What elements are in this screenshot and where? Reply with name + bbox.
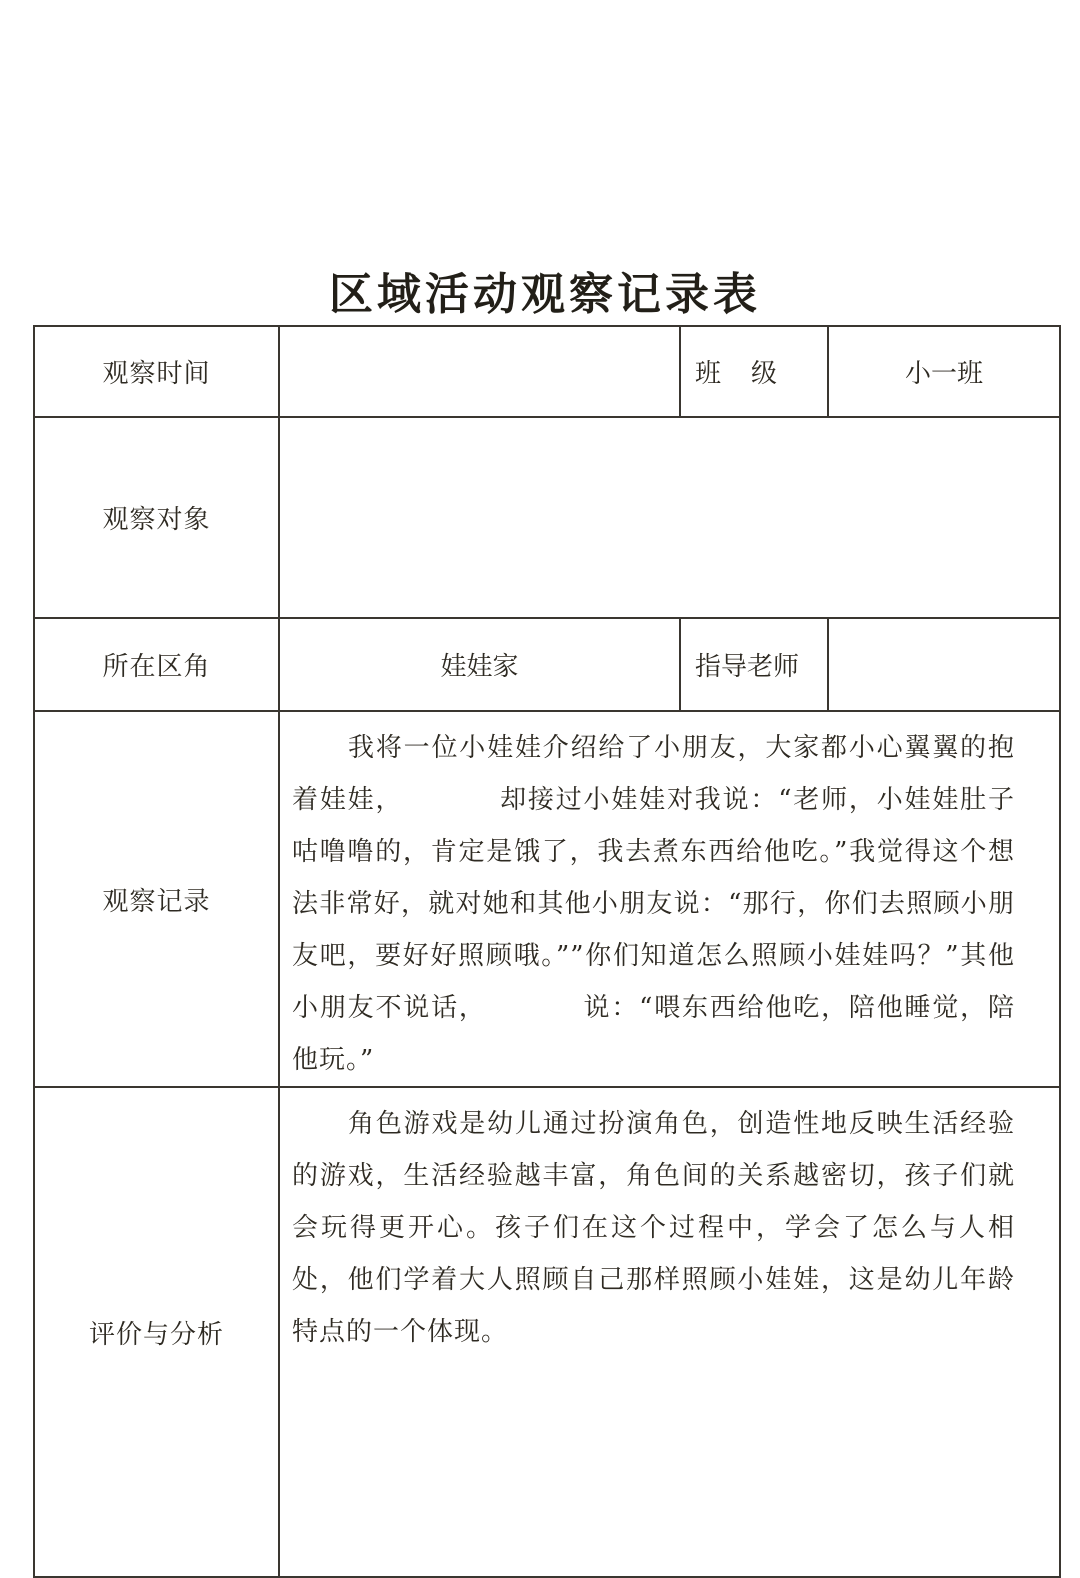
observation-record-text: [280, 712, 1059, 1086]
observation-record-label: 观察记录: [34, 711, 279, 1087]
class-value[interactable]: 小一班: [828, 326, 1060, 417]
class-label: [680, 326, 828, 417]
evaluation-analysis-text: 角色游戏是幼儿通过扮演角色，创造性地反映生活经验的游戏，生活经验越丰富，角色间的关系越密切，孩子们就会玩得更开心。孩子们在这个过程中，学会了怎么与人相处，他们学着大人照顾自己那样照顾小娃娃，这是幼儿年龄特点的一个体现。: [292, 1109, 1015, 1347]
observation-time-value[interactable]: [279, 326, 680, 417]
class-label-part2: 级: [751, 359, 778, 389]
teacher-value[interactable]: [828, 618, 1060, 711]
row-evaluation-analysis: [34, 1087, 1060, 1577]
observation-form-table: [33, 325, 1061, 1578]
record-text-part3: 说：“喂东西给他吃，陪他睡觉，陪他玩。”: [292, 993, 1015, 1075]
class-label-part1: 班: [695, 359, 722, 389]
observation-subject-label: 观察对象: [34, 417, 279, 618]
evaluation-analysis-cell[interactable]: [279, 1087, 1060, 1577]
record-text-part1: 我将一位小娃娃介绍给了小朋友，大家都小心翼翼的抱着娃娃，: [292, 733, 1015, 815]
observation-record-cell[interactable]: [279, 711, 1060, 1087]
observation-subject-value[interactable]: [279, 417, 1060, 618]
observation-time-label: 观察时间: [34, 326, 279, 417]
row-observation-record: [34, 711, 1060, 1087]
row-observation-subject: [34, 417, 1060, 618]
row-area: [34, 618, 1060, 711]
page-title: 区域活动观察记录表: [329, 269, 761, 320]
record-text-part2: 却接过小娃娃对我说：“老师，小娃娃肚子咕噜噜的，肯定是饿了，我去煮东西给他吃。”我觉得这个想法非常好，就对她和其他小朋友说：“那行，你们去照顾小朋友吧，要好好照顾哦。””你们知道怎么照顾小娃娃吗？”其他小朋友不说话，: [292, 785, 1015, 1023]
row-observation-time: [34, 326, 1060, 417]
evaluation-analysis-label: 评价与分析: [34, 1087, 279, 1577]
area-label: 所在区角: [34, 618, 279, 711]
area-value[interactable]: 娃娃家: [279, 618, 680, 711]
teacher-label: 指导老师: [680, 618, 828, 711]
